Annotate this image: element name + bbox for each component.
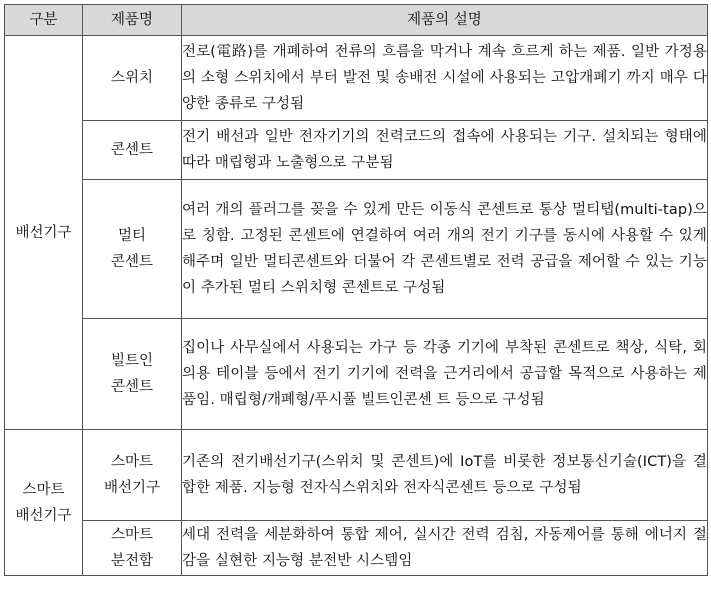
product-name-line-1: 스마트	[110, 527, 154, 543]
product-description-table	[4, 4, 708, 576]
product-description: 집이나 사무실에서 사용되는 가구 등 각종 기기에 부착된 콘센트로 책상, 식탁, 회의용 테이블 등에서 전기 기기에 전력을 근거리에서 공급할 목적으로 사용하는 제품임. 매립형/개폐형/푸시풀 빌트인콘센 트 등으로 구성됨	[182, 319, 708, 430]
header-row	[5, 5, 708, 36]
product-name-line-1: 빌트인	[110, 353, 154, 369]
product-name-line-2: 콘센트	[110, 379, 154, 395]
table-row	[5, 319, 708, 430]
product-name: 콘센트	[110, 142, 154, 158]
table-row	[5, 36, 708, 121]
product-name-line-2: 콘센트	[110, 254, 154, 270]
product-name-cell	[83, 319, 182, 430]
product-name-cell	[83, 521, 182, 576]
product-name-cell	[83, 430, 182, 521]
product-name-line-1: 멀티	[117, 228, 146, 244]
category-cell	[5, 430, 83, 576]
product-description: 기존의 전기배선기구(스위치 및 콘센트)에 IoT를 비롯한 정보통신기술(ICT)을 결합한 제품. 지능형 전자식스위치와 전자식콘센트 등으로 구성됨	[182, 430, 708, 521]
product-name-cell	[83, 180, 182, 319]
product-name-cell	[83, 121, 182, 180]
category-label-line-1: 스마트	[22, 481, 65, 498]
product-name-line-1: 스마트	[110, 454, 154, 470]
table-row	[5, 521, 708, 576]
table-row	[5, 180, 708, 319]
header-product-name: 제품명	[83, 5, 182, 36]
header-category: 구분	[5, 5, 83, 36]
category-label-line-2: 배선기구	[15, 507, 72, 524]
category-label: 배선기구	[15, 224, 72, 241]
category-cell	[5, 36, 83, 430]
product-name-line-2: 분전함	[110, 553, 154, 569]
header-product-description: 제품의 설명	[182, 5, 708, 36]
product-name-cell	[83, 36, 182, 121]
product-name-line-2: 배선기구	[103, 480, 161, 496]
product-description: 전기 배선과 일반 전자기기의 전력코드의 접속에 사용되는 기구. 설치되는 형태에 따라 매립형과 노출형으로 구분됨	[182, 121, 708, 180]
product-name: 스위치	[110, 70, 154, 86]
table-row	[5, 430, 708, 521]
table-row	[5, 121, 708, 180]
product-description: 여러 개의 플러그를 꽂을 수 있게 만든 이동식 콘센트로 통상 멀티탭(multi-tap)으로 칭함. 고정된 콘센트에 연결하여 여러 개의 전기 기구를 동시에 사용할 수 있게 해주며 일반 멀티콘센트와 더불어 각 콘센트별로 전력 공급을 제어할 수 있는 기능이 추가된 멀티 스위치형 콘센트로 구성됨	[182, 180, 708, 319]
product-description: 세대 전력을 세분화하여 통합 제어, 실시간 전력 검침, 자동제어를 통해 에너지 절감을 실현한 지능형 분전반 시스템임	[182, 521, 708, 576]
product-description: 전로(電路)를 개폐하여 전류의 흐름을 막거나 계속 흐르게 하는 제품. 일반 가정용의 소형 스위치에서 부터 발전 및 송배전 시설에 사용되는 고압개폐기 까지 매우 다양한 종류로 구성됨	[182, 36, 708, 121]
